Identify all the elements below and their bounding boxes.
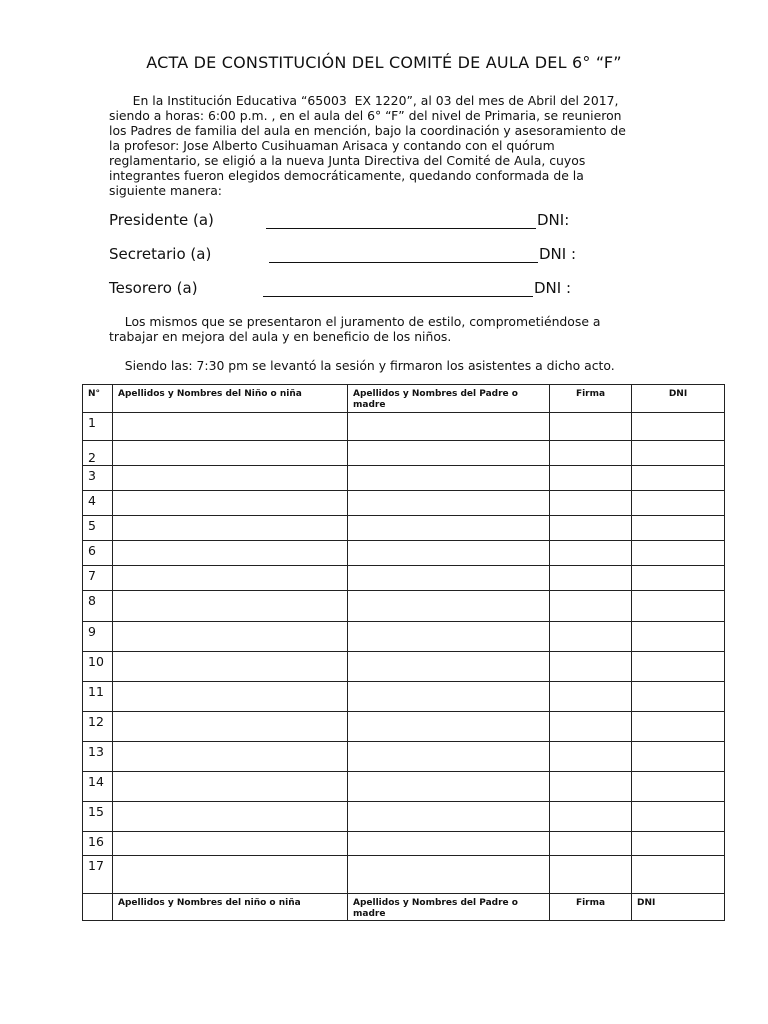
signature-cell[interactable] xyxy=(550,516,632,541)
parent-name-cell[interactable] xyxy=(348,466,550,491)
intro-line: reglamentario, se eligió a la nueva Junta Directiva del Comité de Aula, cuyos xyxy=(109,153,586,168)
treasurer-name-line[interactable] xyxy=(263,296,533,297)
parent-name-cell[interactable] xyxy=(348,682,550,712)
parent-name-cell[interactable] xyxy=(348,541,550,566)
child-name-cell[interactable] xyxy=(113,413,348,441)
header-child-name: Apellidos y Nombres del Niño o niña xyxy=(113,385,348,413)
secretary-name-line[interactable] xyxy=(269,262,538,263)
child-name-cell[interactable] xyxy=(113,491,348,516)
signature-cell[interactable] xyxy=(550,772,632,802)
table-row xyxy=(83,413,725,441)
parent-name-cell[interactable] xyxy=(348,591,550,622)
dni-cell[interactable] xyxy=(632,466,725,491)
child-name-cell[interactable] xyxy=(113,466,348,491)
row-number: 12 xyxy=(83,712,113,742)
row-number: 7 xyxy=(83,566,113,591)
header-signature: Firma xyxy=(550,385,632,413)
table-row xyxy=(83,832,725,856)
row-number: 15 xyxy=(83,802,113,832)
header-dni: DNI xyxy=(632,385,725,413)
child-name-cell[interactable] xyxy=(113,566,348,591)
row-number: 6 xyxy=(83,541,113,566)
footer-signature: Firma xyxy=(550,894,632,921)
dni-cell[interactable] xyxy=(632,772,725,802)
dni-cell[interactable] xyxy=(632,832,725,856)
signature-cell[interactable] xyxy=(550,566,632,591)
parent-name-cell[interactable] xyxy=(348,856,550,894)
table-row xyxy=(83,802,725,832)
table-row xyxy=(83,441,725,466)
parent-name-cell[interactable] xyxy=(348,832,550,856)
parent-name-cell[interactable] xyxy=(348,622,550,652)
table-row xyxy=(83,856,725,894)
parent-name-cell[interactable] xyxy=(348,491,550,516)
signature-cell[interactable] xyxy=(550,652,632,682)
dni-cell[interactable] xyxy=(632,712,725,742)
intro-line: la profesor: Jose Alberto Cusihuaman Arisaca y contando con el quórum xyxy=(109,138,555,153)
child-name-cell[interactable] xyxy=(113,652,348,682)
dni-cell[interactable] xyxy=(632,742,725,772)
signature-cell[interactable] xyxy=(550,802,632,832)
table-row xyxy=(83,772,725,802)
signature-cell[interactable] xyxy=(550,441,632,466)
parent-name-cell[interactable] xyxy=(348,652,550,682)
child-name-cell[interactable] xyxy=(113,541,348,566)
signature-cell[interactable] xyxy=(550,466,632,491)
row-number: 16 xyxy=(83,832,113,856)
table-row xyxy=(83,682,725,712)
intro-line: los Padres de familia del aula en mención, bajo la coordinación y asesoramiento de xyxy=(109,123,626,138)
dni-cell[interactable] xyxy=(632,591,725,622)
closing-line: Los mismos que se presentaron el juramento de estilo, comprometiéndose a xyxy=(109,314,601,329)
dni-cell[interactable] xyxy=(632,413,725,441)
intro-line: En la Institución Educativa “65003 EX 1220”, al 03 del mes de Abril del 2017, xyxy=(109,93,619,108)
row-number: 4 xyxy=(83,491,113,516)
child-name-cell[interactable] xyxy=(113,742,348,772)
closing-line: trabajar en mejora del aula y en beneficio de los niños. xyxy=(109,329,452,344)
signature-cell[interactable] xyxy=(550,591,632,622)
footer-child-name: Apellidos y Nombres del niño o niña xyxy=(113,894,348,921)
table-footer-row xyxy=(83,894,725,921)
dni-cell[interactable] xyxy=(632,541,725,566)
row-number: 8 xyxy=(83,591,113,622)
table-row xyxy=(83,566,725,591)
footer-dni: DNI xyxy=(632,894,725,921)
dni-cell[interactable] xyxy=(632,441,725,466)
table-row xyxy=(83,541,725,566)
row-number: 13 xyxy=(83,742,113,772)
signature-cell[interactable] xyxy=(550,622,632,652)
row-number: 2 xyxy=(83,441,113,466)
child-name-cell[interactable] xyxy=(113,712,348,742)
row-number: 14 xyxy=(83,772,113,802)
child-name-cell[interactable] xyxy=(113,682,348,712)
table-row xyxy=(83,491,725,516)
signature-cell[interactable] xyxy=(550,413,632,441)
role-president-dni: DNI: xyxy=(537,211,570,229)
signature-cell[interactable] xyxy=(550,541,632,566)
header-parent-name: Apellidos y Nombres del Padre o madre xyxy=(348,385,550,413)
footer-parent-name: Apellidos y Nombres del Padre o madre xyxy=(348,894,550,921)
intro-paragraph xyxy=(109,93,649,198)
parent-name-cell[interactable] xyxy=(348,413,550,441)
child-name-cell[interactable] xyxy=(113,856,348,894)
row-number: 17 xyxy=(83,856,113,894)
closing-paragraph xyxy=(109,314,669,344)
signature-cell[interactable] xyxy=(550,682,632,712)
document-title: ACTA DE CONSTITUCIÓN DEL COMITÉ DE AULA DEL 6° “F” xyxy=(146,53,622,72)
child-name-cell[interactable] xyxy=(113,802,348,832)
table-row xyxy=(83,591,725,622)
table-row xyxy=(83,622,725,652)
dni-cell[interactable] xyxy=(632,682,725,712)
parent-name-cell[interactable] xyxy=(348,802,550,832)
table-row xyxy=(83,742,725,772)
dni-cell[interactable] xyxy=(632,856,725,894)
child-name-cell[interactable] xyxy=(113,772,348,802)
parent-name-cell[interactable] xyxy=(348,712,550,742)
intro-line: integrantes fueron elegidos democráticamente, quedando conformada de la xyxy=(109,168,584,183)
row-number: 3 xyxy=(83,466,113,491)
footer-number xyxy=(83,894,113,921)
row-number: 1 xyxy=(83,413,113,441)
signature-cell[interactable] xyxy=(550,856,632,894)
parent-name-cell[interactable] xyxy=(348,516,550,541)
parent-name-cell[interactable] xyxy=(348,772,550,802)
dni-cell[interactable] xyxy=(632,491,725,516)
intro-line: siendo a horas: 6:00 p.m. , en el aula del 6° “F” del nivel de Primaria, se reunieron xyxy=(109,108,622,123)
dni-cell[interactable] xyxy=(632,516,725,541)
signature-cell[interactable] xyxy=(550,742,632,772)
row-number: 10 xyxy=(83,652,113,682)
role-president-label: Presidente (a) xyxy=(109,211,214,229)
row-number: 11 xyxy=(83,682,113,712)
row-number: 9 xyxy=(83,622,113,652)
dni-cell[interactable] xyxy=(632,652,725,682)
table-row xyxy=(83,712,725,742)
child-name-cell[interactable] xyxy=(113,622,348,652)
parent-name-cell[interactable] xyxy=(348,742,550,772)
table-header-row xyxy=(83,385,725,413)
dni-cell[interactable] xyxy=(632,622,725,652)
header-number: N° xyxy=(83,385,113,413)
role-secretary-dni: DNI : xyxy=(539,245,577,263)
role-treasurer-dni: DNI : xyxy=(534,279,572,297)
closing-time: Siendo las: 7:30 pm se levantó la sesión y firmaron los asistentes a dicho acto. xyxy=(109,358,615,373)
parent-name-cell[interactable] xyxy=(348,566,550,591)
row-number: 5 xyxy=(83,516,113,541)
role-secretary-label: Secretario (a) xyxy=(109,245,212,263)
intro-line: siguiente manera: xyxy=(109,183,222,198)
table-row xyxy=(83,466,725,491)
child-name-cell[interactable] xyxy=(113,591,348,622)
parent-name-cell[interactable] xyxy=(348,441,550,466)
dni-cell[interactable] xyxy=(632,802,725,832)
child-name-cell[interactable] xyxy=(113,516,348,541)
attendance-table xyxy=(82,384,725,921)
president-name-line[interactable] xyxy=(266,228,536,229)
signature-cell[interactable] xyxy=(550,712,632,742)
table-row xyxy=(83,652,725,682)
signature-cell[interactable] xyxy=(550,832,632,856)
dni-cell[interactable] xyxy=(632,566,725,591)
signature-cell[interactable] xyxy=(550,491,632,516)
role-treasurer-label: Tesorero (a) xyxy=(109,279,198,297)
child-name-cell[interactable] xyxy=(113,832,348,856)
child-name-cell[interactable] xyxy=(113,441,348,466)
table-row xyxy=(83,516,725,541)
